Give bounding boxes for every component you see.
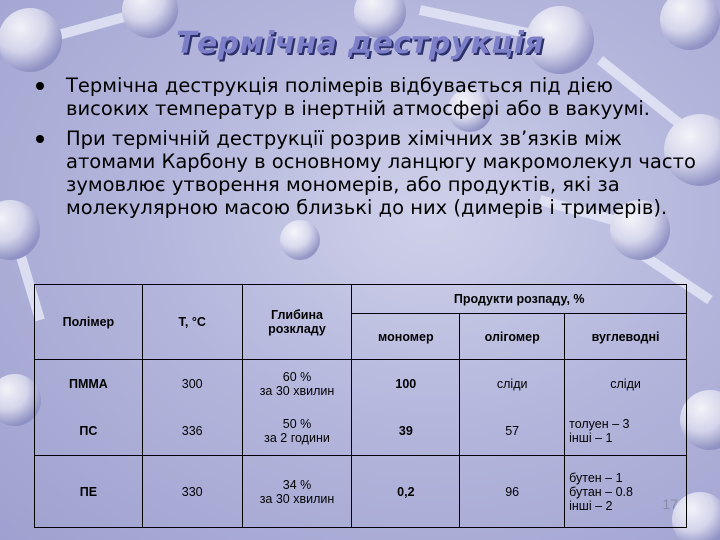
cell-polymer: ПЕ <box>35 456 143 528</box>
hydrocarbon-line: бутен – 1 <box>569 470 623 485</box>
cell-temperature: 336 <box>142 408 242 456</box>
cell-depth-time: за 30 хвилин <box>259 383 335 398</box>
cell-oligomer: сліди <box>460 360 565 408</box>
header-oligomer: олігомер <box>460 314 565 360</box>
bullet-item <box>36 127 696 219</box>
bullet-list <box>36 74 696 226</box>
cell-polymer: ПС <box>35 408 143 456</box>
hydrocarbon-line: інші – 2 <box>569 498 613 513</box>
slide-title: Термічна деструкція <box>176 26 544 61</box>
cell-depth <box>242 408 352 456</box>
header-temperature: Т, °С <box>142 285 242 360</box>
cell-hydrocarbons <box>565 456 687 528</box>
cell-monomer: 39 <box>352 408 460 456</box>
cell-temperature: 300 <box>142 360 242 408</box>
header-depth: Глибина розкладу <box>242 285 352 360</box>
header-polymer: Полімер <box>35 285 143 360</box>
bullet-text: Термічна деструкція полімерів відбувається під дією високих температур в інертній атмосфері або в вакуумі. <box>66 74 651 120</box>
cell-monomer: 0,2 <box>352 456 460 528</box>
cell-oligomer: 57 <box>460 408 565 456</box>
table-row <box>35 408 687 456</box>
page-number: 17 <box>662 496 678 512</box>
degradation-table <box>34 284 687 528</box>
table-row <box>35 456 687 528</box>
hydrocarbon-line: бутан – 0.8 <box>569 484 633 499</box>
cell-hydrocarbons: сліди <box>565 360 687 408</box>
cell-depth-time: за 2 години <box>264 431 330 446</box>
cell-depth-value: 50 % <box>282 417 312 432</box>
header-products: Продукти розпаду, % <box>352 285 687 314</box>
table-row <box>35 360 687 408</box>
cell-depth <box>242 360 352 408</box>
bullet-text: При термічній деструкції розрив хімічних зв’язків між атомами Карбону в основному ланцюгу макромолекул часто зумовлює утворення мономерів, або продуктів, які за молекулярною масою близькі до них (димерів і тримерів). <box>66 127 696 219</box>
cell-depth-time: за 30 хвилин <box>259 491 335 506</box>
cell-depth-value: 34 % <box>282 477 312 492</box>
header-hydrocarbons: вуглеводні <box>565 314 687 360</box>
cell-temperature: 330 <box>142 456 242 528</box>
cell-depth-value: 60 % <box>282 369 312 384</box>
bullet-dot-icon <box>36 82 44 90</box>
hydrocarbon-line: толуен – 3 <box>569 417 630 432</box>
cell-oligomer: 96 <box>460 456 565 528</box>
bullet-dot-icon <box>36 135 44 143</box>
bullet-item <box>36 74 696 120</box>
cell-hydrocarbons <box>565 408 687 456</box>
cell-polymer: ПММА <box>35 360 143 408</box>
cell-monomer: 100 <box>352 360 460 408</box>
cell-depth <box>242 456 352 528</box>
header-monomer: мономер <box>352 314 460 360</box>
hydrocarbon-line: інші – 1 <box>569 431 613 446</box>
